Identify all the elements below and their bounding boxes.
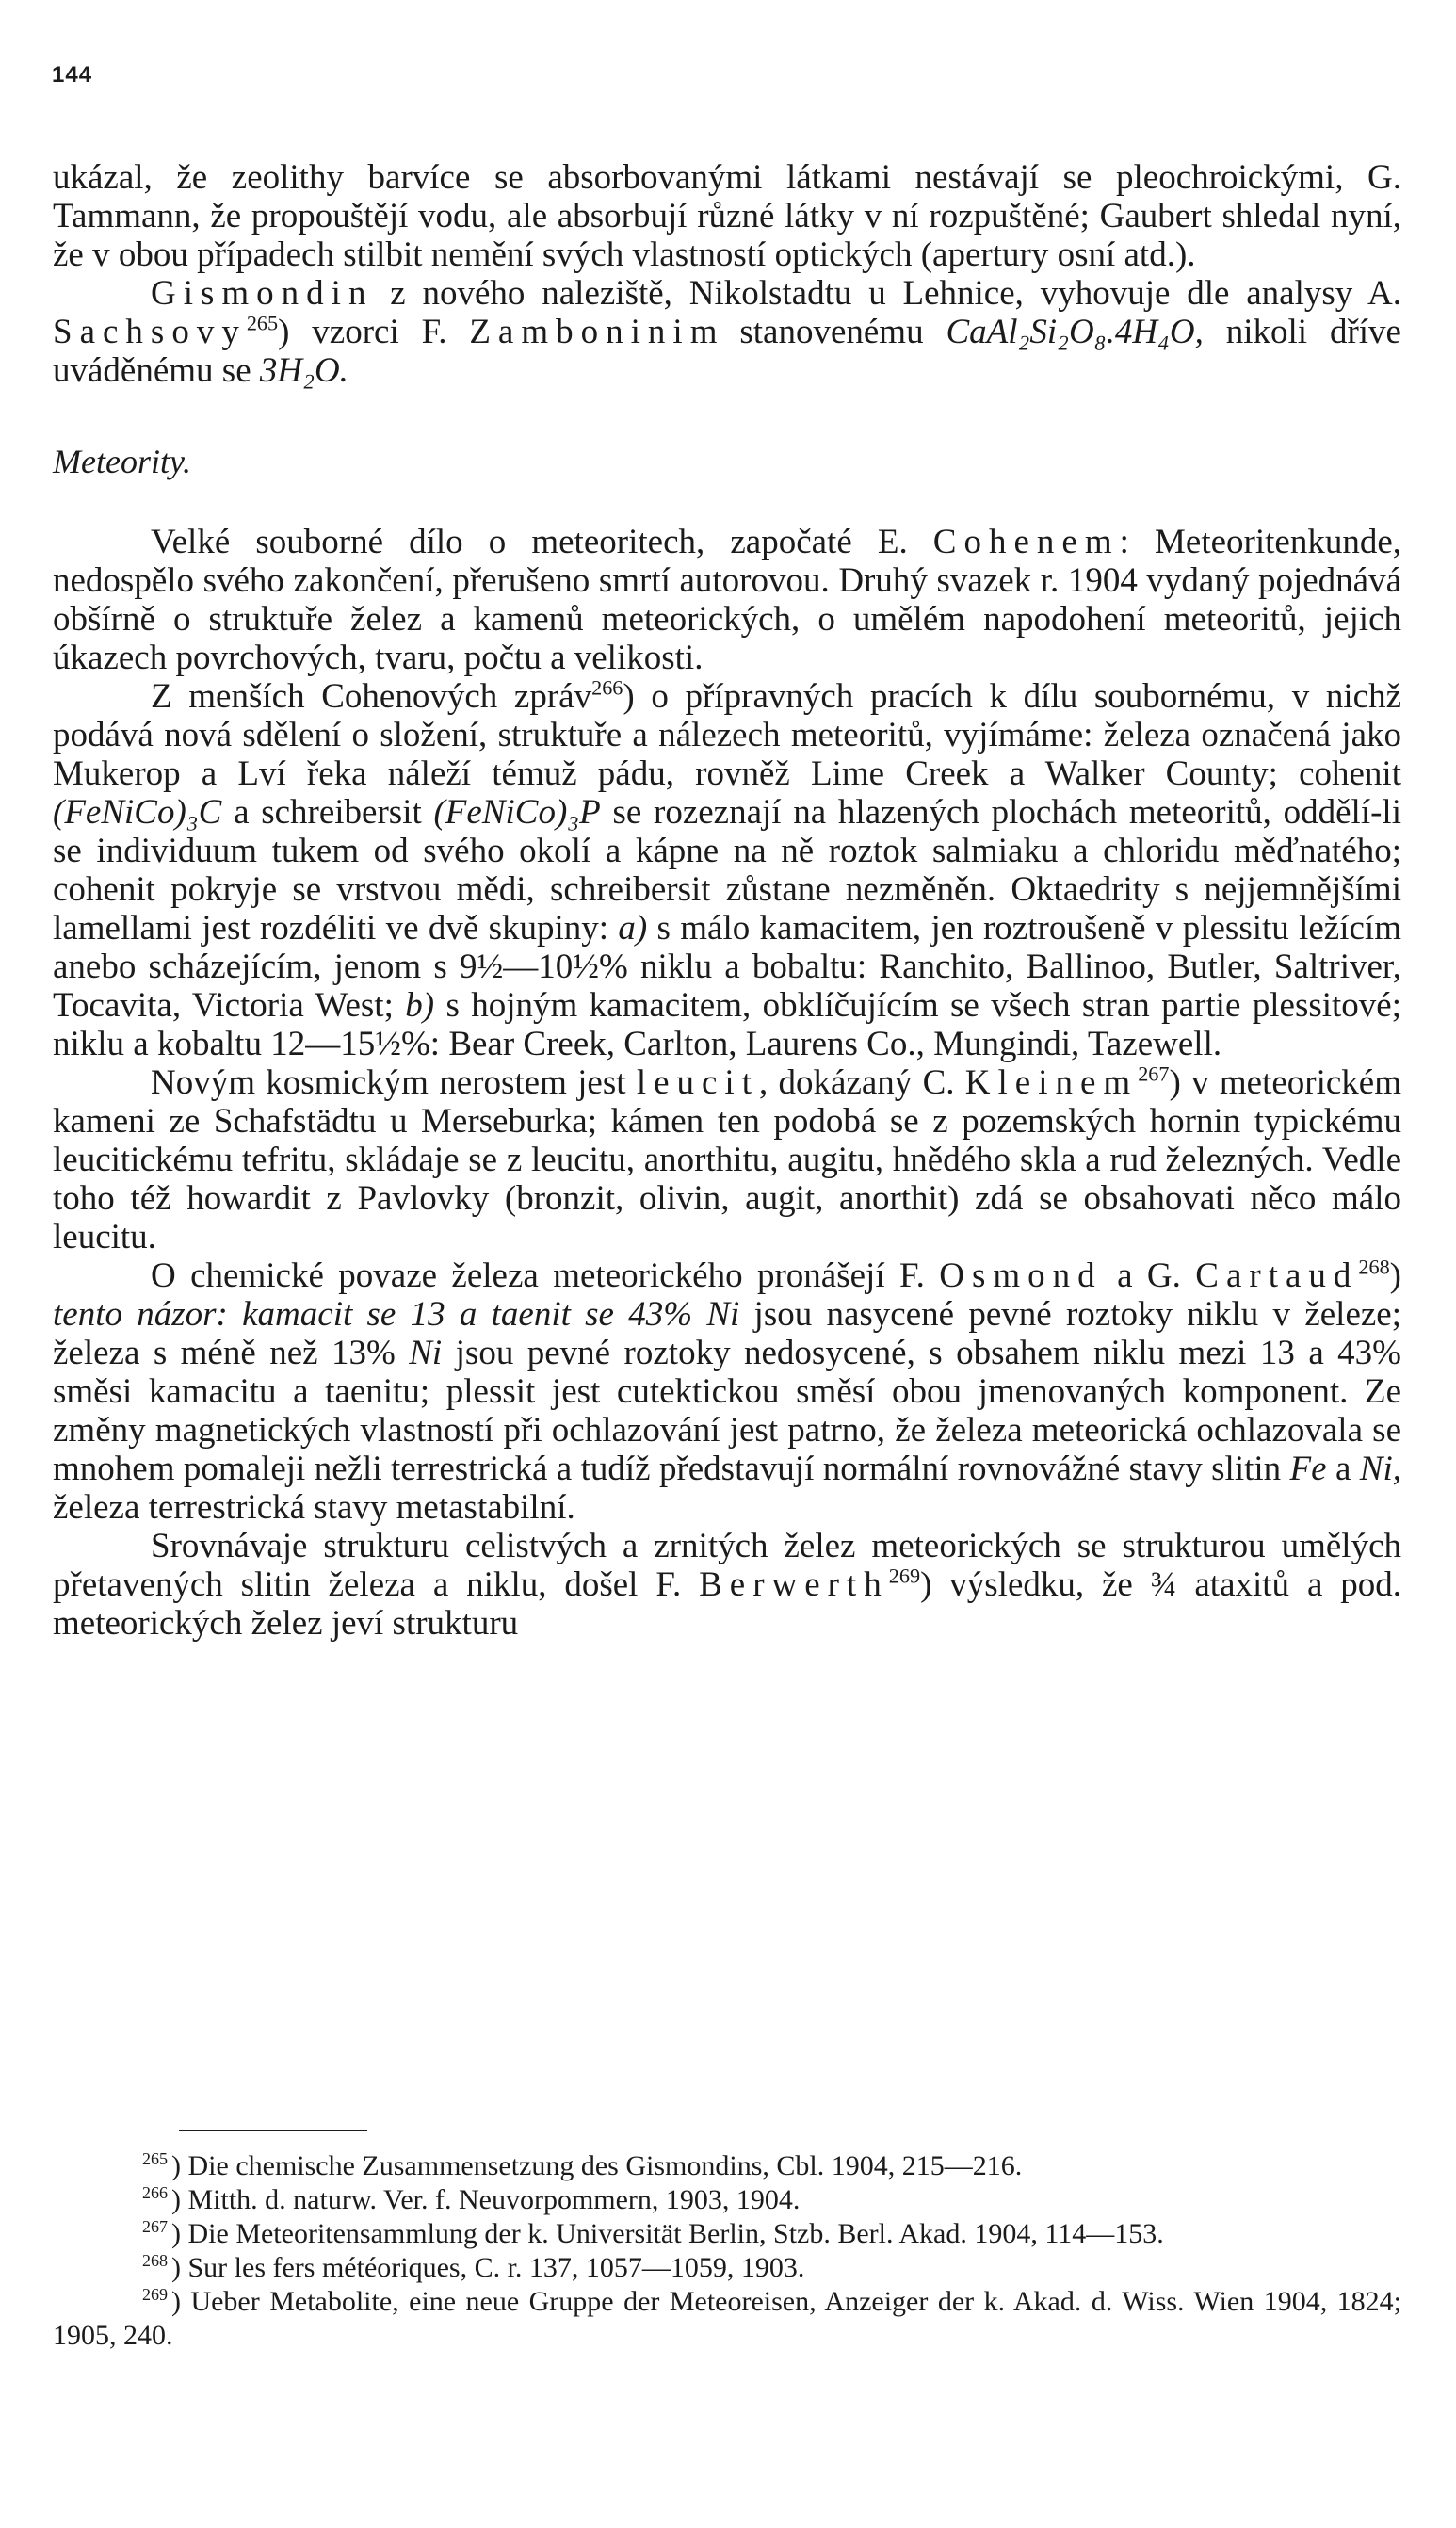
spaced-name: Berwerth [699,1565,889,1604]
paragraph-7 [53,1527,1401,1643]
text-run: železa terrestrická stavy metastabilní. [53,1488,575,1527]
paragraph-6 [53,1256,1401,1527]
text-run: ) v meteorickém kameni ze Schafstädtu u Merseburka; kámen ten podobá se z pozemských hornin typickému leucitickému tefritu, skládaje se z leucitu, anorthitu, augitu, hnědého skla a rud železných. Vedle toho též howardit z Pavlovky (bronzit, olivin, augit, anorthit) zdá se obsahovati něco málo leucitu. [53,1063,1402,1256]
body-text [53,158,1401,1643]
text-run: s málo kamacitem, jen roztroušeně v plessitu ležícím anebo scházejícím, jenom s 9½—10½% niklu a bobaltu: Ranchito, Ballinoo, Butler, Saltriver, Tocavita, Victoria West; [53,909,1401,1025]
text-run: jsou nasycené pevné roztoky niklu v železe; železa s méně než 13% [53,1295,1401,1372]
text-run: jsou pevné roztoky nedosycené, s obsahem niklu mezi 13 a 43% směsi kamacitu a taenitu; plessit jest cutektickou směsí obou jmenovaných komponent. Ze změny magnetických vlastností při ochlazování jest patrno, že železa meteorická ochlazovala se mnohem pomaleji nežli terrestrická a tudíž představují normální rovnovážné stavy slitin [53,1334,1401,1488]
footnote-ref: 266 [591,675,623,700]
footnote-text: Die chemische Zusammensetzung des Gismondins, Cbl. 1904, 215—216. [187,2150,1023,2181]
footnote-269 [53,2285,1401,2353]
list-marker: a) [618,909,648,948]
spaced-name: Cartaud [1195,1256,1359,1295]
chemical-symbol: Fe [1289,1450,1327,1488]
section-heading: Meteority. [53,443,191,480]
footnote-text: Mitth. d. naturw. Ver. f. Neuvorpommern, 1903, 1904. [187,2184,801,2215]
text-run: Z menších Cohenových zpráv [151,677,592,716]
text-run: ) [1389,1256,1401,1295]
footnotes [53,2149,1401,2353]
footnote-268 [53,2251,1401,2285]
chemical-symbol: Ni [409,1334,443,1372]
footnote-number: 267 [142,2217,168,2236]
page-number: 144 [52,62,93,88]
text-run: a [1326,1450,1360,1488]
spaced-name: Kleinem [964,1063,1139,1102]
footnote-ref: 265 [246,311,279,335]
spaced-name: Cohenem [932,523,1120,561]
spaced-name: Sachsovy [53,313,247,351]
paragraph-3 [53,523,1401,677]
footnote-marker: ) [171,2252,188,2283]
footnote-divider [179,2130,367,2131]
spaced-name: Gismondin [151,274,374,313]
paragraph-5 [53,1063,1401,1256]
paragraph-2 [53,274,1401,390]
chemical-formula: 3H₂O. [259,351,348,390]
text-run: ) výsledku, že ¾ ataxitů a pod. meteorických želez jeví strukturu [53,1565,1402,1643]
footnote-marker: ) [171,2286,191,2317]
footnote-number: 265 [142,2149,168,2168]
footnote-number: 266 [142,2183,168,2202]
text-run: nikoli dříve uváděnému se [53,313,1401,390]
text-run: a schreibersit [221,793,434,832]
text-run: Srovnávaje strukturu celistvých a zrnitých želez meteorických se strukturou umělých přetavených slitin železa a niklu, došel F. [53,1527,1401,1604]
spaced-name: leucit [636,1063,759,1102]
footnote-text: Sur les fers météoriques, C. r. 137, 1057—1059, 1903. [187,2252,805,2283]
chemical-symbol: Ni, [1359,1450,1401,1488]
text-run: Velké souborné dílo o meteoritech, započaté E. [151,523,933,561]
chemical-formula: CaAl₂Si₂O₈.4H₄O, [946,313,1204,351]
chemical-formula: (FeNiCo)₃P [433,793,601,832]
italic-run: tento názor: kamacit se 13 a taenit se 43% Ni [53,1295,740,1334]
footnote-marker: ) [171,2218,188,2249]
footnote-number: 269 [142,2285,168,2304]
footnote-number: 268 [142,2251,168,2270]
text-run: ) o přípravných pracích k dílu soubornému, v nichž podává nová sdělení o složení, struktuře a nálezech meteoritů, vyjímáme: železa označená jako Mukerop a Lví řeka náleží témuž pádu, rovněž Lime Creek a Walker County; cohenit [53,677,1401,793]
footnote-267 [53,2217,1401,2251]
footnote-ref: 269 [888,1564,921,1588]
text-run: O chemické povaze železa meteorického pronášejí F. [151,1256,940,1295]
spaced-name: Zambonini [469,313,690,351]
text-run: : Meteoritenkunde, nedospělo svého zakončení, přerušeno smrtí autorovou. Druhý svazek r. 1904 vydaný pojednává obšírně o struktuře želez a kamenů meteorických, o umělém napodohení meteoritů, jejich úkazech povrchových, tvaru, počtu a velikosti. [53,523,1401,677]
footnote-266 [53,2183,1401,2217]
footnote-ref: 267 [1138,1061,1170,1086]
paragraph-1: ukázal, že zeolithy barvíce se absorbovanými látkami nestávají se pleochroickými, G. Tammann, že propouštějí vodu, ale absorbují různé látky v ní rozpuštěné; Gaubert shledal nyní, že v obou případech stilbit nemění svých vlastností optických (apertury osní atd.). [53,158,1401,274]
footnote-ref: 268 [1358,1255,1390,1279]
text-run: z nového naleziště, Nikolstadtu u Lehnice, vyhovuje dle analysy A. [373,274,1401,313]
footnote-marker: ) [171,2184,188,2215]
footnote-text: Die Meteoritensammlung der k. Universität Berlin, Stzb. Berl. Akad. 1904, 114—153. [187,2218,1164,2249]
chemical-formula: (FeNiCo)₃C [53,793,222,832]
text-run: s hojným kamacitem, obklíčujícím se všech stran partie plessitové; niklu a kobaltu 12—15½%: Bear Creek, Carlton, Laurens Co., Mungindi, Tazewell. [53,986,1402,1063]
text-run: se rozeznají na hlazených plochách meteoritů, oddělí-li se individuum tukem od svého okolí a kápne na ně roztok salmiaku a chloridu měďnatého; cohenit pokryje se vrstvou mědi, schreibersit zůstane nezměněn. Oktaedrity s nejjemnějšími lamellami jest rozdéliti ve dvě skupiny: [53,793,1401,948]
text-run: ) vzorci F. [278,313,470,351]
footnote-text: Ueber Metabolite, eine neue Gruppe der Meteoreisen, Anzeiger der k. Akad. d. Wiss. Wien 1904, 1824; 1905, 240. [53,2286,1401,2351]
text-run: m stanovenému [689,313,946,351]
footnote-marker: ) [171,2150,188,2181]
list-marker: b) [405,986,435,1025]
text-run: Novým kosmickým nerostem jest [151,1063,637,1102]
text-run: a G. [1102,1256,1196,1295]
text-run: , dokázaný C. [759,1063,965,1102]
spaced-name: Osmond [939,1256,1103,1295]
footnote-265 [53,2149,1401,2183]
paragraph-4 [53,677,1401,1063]
